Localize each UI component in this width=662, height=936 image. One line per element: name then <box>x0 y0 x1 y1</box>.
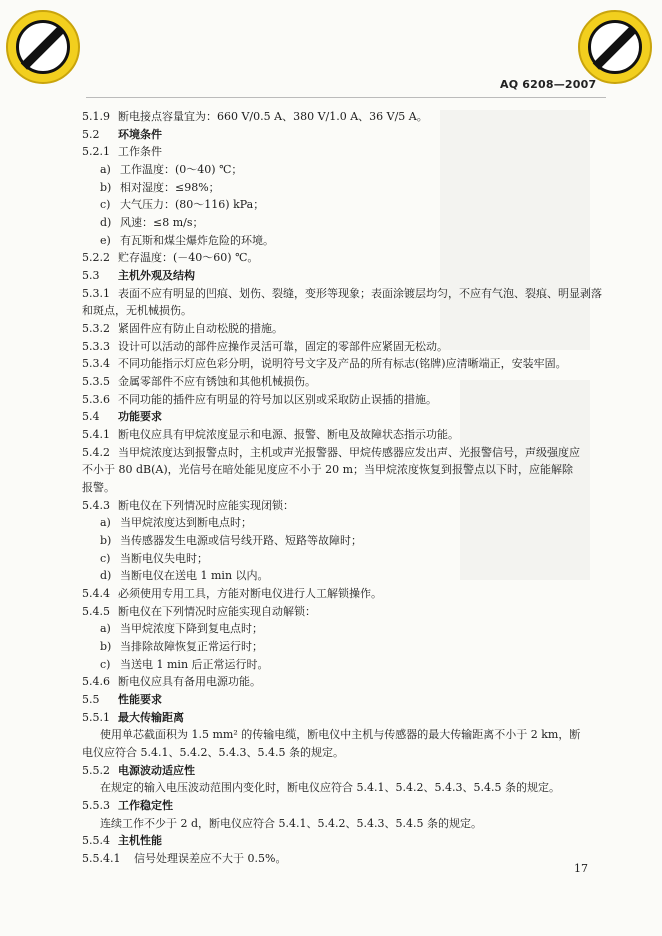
clause-text: 金属零部件不应有锈蚀和其他机械损伤。 <box>118 375 316 388</box>
clause-number: 5.4.6 <box>82 675 110 688</box>
clause <box>82 251 258 265</box>
clause-text: 连续工作不少于 2 d，断电仪应符合 5.4.1、5.4.2、5.4.3、5.4.5 条的规定。 <box>100 817 482 830</box>
list-item <box>100 198 264 212</box>
heading-text: 主机性能 <box>118 834 162 847</box>
clause-number: 5.3 <box>82 269 100 282</box>
clause-number: 5.4.2 <box>82 446 110 459</box>
clause <box>82 446 580 460</box>
clause-text: 不小于 80 dB(A)，光信号在暗处能见度应不小于 20 m；当甲烷浓度恢复到报警点以下时，应能解除 <box>82 463 574 476</box>
clause-text: 不同功能的插件应有明显的符号加以区别或采取防止误插的措施。 <box>118 393 437 406</box>
clause <box>82 393 437 407</box>
clause-number: 5.5 <box>82 693 100 706</box>
clause-number: 5.4.4 <box>82 587 110 600</box>
paragraph-line <box>100 728 580 742</box>
clause-text: 当送电 1 min 后正常运行时。 <box>120 658 269 671</box>
heading-text: 电源波动适应性 <box>118 764 195 777</box>
clause-text: 贮存温度：(－40～60) ℃。 <box>118 251 259 264</box>
clause <box>82 322 283 336</box>
pdf-xchange-stamp-right[interactable] <box>578 10 652 84</box>
clause <box>82 340 448 354</box>
clause-number: 5.3.2 <box>82 322 110 335</box>
list-marker: e) <box>100 234 111 247</box>
pdf-xchange-stamp-left[interactable] <box>6 10 80 84</box>
clause-text: 当断电仪在送电 1 min 以内。 <box>120 569 269 582</box>
clause-number: 5.3.5 <box>82 375 110 388</box>
section-heading <box>82 799 173 813</box>
header-rule <box>86 97 606 98</box>
list-item <box>100 640 263 654</box>
clause <box>82 587 382 601</box>
clause-number: 5.4.1 <box>82 428 110 441</box>
clause <box>82 287 602 301</box>
clause-text: 大气压力：(80～116) kPa； <box>120 198 265 211</box>
section-heading <box>82 269 195 283</box>
clause-number: 5.3.4 <box>82 357 110 370</box>
clause-text: 工作温度：(0～40) ℃； <box>120 163 243 176</box>
section-heading <box>82 834 162 848</box>
clause-text: 必须使用专用工具，方能对断电仪进行人工解锁操作。 <box>118 587 382 600</box>
bleed-through-shadow <box>460 380 590 580</box>
clause-number: 5.5.3 <box>82 799 110 812</box>
clause-number: 5.3.6 <box>82 393 110 406</box>
heading-text: 主机外观及结构 <box>118 269 195 282</box>
clause-number: 5.5.4 <box>82 834 110 847</box>
clause-text: 紧固件应有防止自动松脱的措施。 <box>118 322 283 335</box>
clause-text: 电仪应符合 5.4.1、5.4.2、5.4.3、5.4.5 条的规定。 <box>82 746 344 759</box>
list-marker: b) <box>100 181 112 194</box>
list-item <box>100 163 242 177</box>
clause-text: 断电仪应具有备用电源功能。 <box>118 675 261 688</box>
clause <box>82 110 428 124</box>
section-heading <box>82 764 195 778</box>
clause-text: 断电仪在下列情况时应能实现自动解锁： <box>118 605 316 618</box>
section-heading <box>82 711 184 725</box>
paragraph-line <box>82 304 192 318</box>
clause-text: 断电仪应具有甲烷浓度显示和电源、报警、断电及故障状态指示功能。 <box>118 428 459 441</box>
clause-number: 5.4.5 <box>82 605 110 618</box>
list-marker: a) <box>100 622 111 635</box>
clause-number: 5.2.2 <box>82 251 110 264</box>
clause-text: 当甲烷浓度下降到复电点时； <box>120 622 263 635</box>
clause-number: 5.2 <box>82 128 100 141</box>
list-item <box>100 216 204 230</box>
clause-text: 设计可以活动的部件应操作灵活可靠，固定的零部件应紧固无松动。 <box>118 340 448 353</box>
clause-number: 5.2.1 <box>82 145 110 158</box>
page-number: 17 <box>574 862 588 875</box>
clause-text: 工作条件 <box>118 145 162 158</box>
clause-text: 当甲烷浓度达到断电点时； <box>120 516 252 529</box>
clause <box>82 375 316 389</box>
list-item <box>100 552 208 566</box>
clause-text: 当断电仪失电时； <box>120 552 208 565</box>
clause-text: 不同功能指示灯应色彩分明，说明符号文字及产品的所有标志(铭牌)应清晰端正，安装牢固。 <box>118 357 567 370</box>
list-item <box>100 622 263 636</box>
clause-text: 有瓦斯和煤尘爆炸危险的环境。 <box>120 234 274 247</box>
clause-number: 5.5.1 <box>82 711 110 724</box>
clause-number: 5.4 <box>82 410 100 423</box>
list-marker: c) <box>100 552 111 565</box>
clause-text: 当排除故障恢复正常运行时； <box>120 640 263 653</box>
list-marker: b) <box>100 640 112 653</box>
heading-text: 工作稳定性 <box>118 799 173 812</box>
clause-text: 断电仪在下列情况时应能实现闭锁： <box>118 499 294 512</box>
clause <box>82 499 294 513</box>
bleed-through-shadow <box>440 110 590 350</box>
clause-number: 5.3.1 <box>82 287 110 300</box>
clause-number: 5.1.9 <box>82 110 110 123</box>
list-marker: c) <box>100 658 111 671</box>
paragraph-line <box>82 746 344 760</box>
list-marker: c) <box>100 198 111 211</box>
clause-text: 风速：≤8 m/s； <box>120 216 204 229</box>
clause <box>82 852 286 866</box>
clause-number: 5.4.3 <box>82 499 110 512</box>
clause-text: 当甲烷浓度达到报警点时，主机或声光报警器、甲烷传感器应发出声、光报警信号，声级强度应 <box>118 446 580 459</box>
list-marker: d) <box>100 216 112 229</box>
list-marker: d) <box>100 569 112 582</box>
list-marker: b) <box>100 534 112 547</box>
list-marker: a) <box>100 163 111 176</box>
clause-text: 报警。 <box>82 481 115 494</box>
clause-text: 信号处理误差应不大于 0.5%。 <box>134 852 287 865</box>
clause-text: 断电接点容量宜为：660 V/0.5 A、380 V/1.0 A、36 V/5 A。 <box>118 110 428 123</box>
clause-text: 和斑点，无机械损伤。 <box>82 304 192 317</box>
heading-text: 环境条件 <box>118 128 162 141</box>
section-heading <box>82 128 162 142</box>
clause-text: 在规定的输入电压波动范围内变化时，断电仪应符合 5.4.1、5.4.2、5.4.3、5.4.5 条的规定。 <box>100 781 560 794</box>
paragraph-line <box>100 817 482 831</box>
clause-text: 当传感器发生电源或信号线开路、短路等故障时； <box>120 534 362 547</box>
heading-text: 最大传输距离 <box>118 711 184 724</box>
section-heading <box>82 693 162 707</box>
list-item <box>100 181 220 195</box>
clause-text: 表面不应有明显的凹痕、划伤、裂缝，变形等现象；表面涂镀层均匀，不应有气泡、裂痕、明显剥落 <box>118 287 602 300</box>
clause-text: 相对湿度：≤98%； <box>120 181 220 194</box>
clause <box>82 428 459 442</box>
paragraph-line <box>100 781 560 795</box>
section-heading <box>82 410 162 424</box>
list-marker: a) <box>100 516 111 529</box>
clause-text: 使用单芯截面积为 1.5 mm² 的传输电缆，断电仪中主机与传感器的最大传输距离不小于 2 km，断 <box>100 728 581 741</box>
heading-text: 性能要求 <box>118 693 162 706</box>
clause <box>82 675 261 689</box>
clause <box>82 357 567 371</box>
list-item <box>100 534 362 548</box>
clause <box>82 605 316 619</box>
standard-code: AQ 6208—2007 <box>500 78 597 91</box>
clause-number: 5.5.4.1 <box>82 852 121 865</box>
clause-number: 5.5.2 <box>82 764 110 777</box>
heading-text: 功能要求 <box>118 410 162 423</box>
paragraph-line <box>82 481 115 495</box>
paragraph-line <box>82 463 573 477</box>
list-item <box>100 569 269 583</box>
clause-number: 5.3.3 <box>82 340 110 353</box>
list-item <box>100 658 269 672</box>
list-item <box>100 516 252 530</box>
list-item <box>100 234 274 248</box>
clause <box>82 145 162 159</box>
